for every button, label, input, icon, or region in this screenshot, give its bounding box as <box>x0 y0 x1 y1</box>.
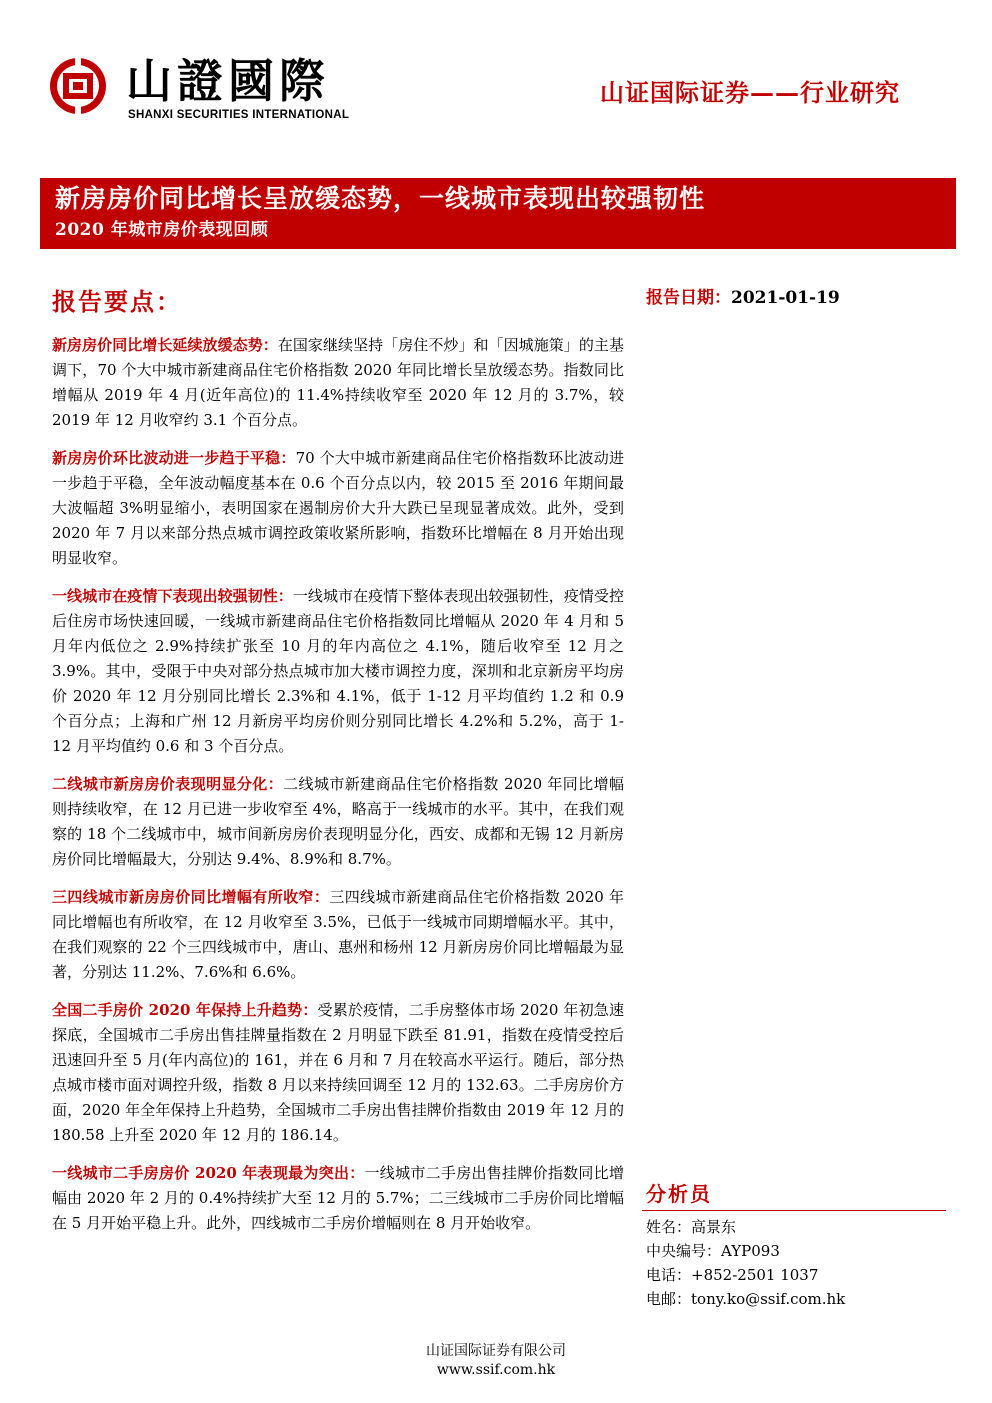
key-point-text: 三四线城市新建商品住宅价格指数 2020 年同比增幅也有所收窄，在 12 月收窄至 3.5%，已低于一线城市同期增幅水平。其中，在我们观察的 22 个三四线城市中，唐山、惠州和杨州 12 月新房房价同比增幅最为显著，分别达 11.2%、7.6%和 6.6%。 <box>52 888 624 981</box>
report-title: 新房房价同比增长呈放缓态势，一线城市表现出较强韧性 <box>55 184 706 213</box>
seal-logo-icon <box>48 56 108 116</box>
key-point-heading: 三四线城市新房房价同比增幅有所收窄： <box>52 888 330 906</box>
key-point-paragraph <box>52 584 624 759</box>
key-point-text: 70 个大中城市新建商品住宅价格指数环比波动进一步趋于平稳，全年波动幅度基本在 0.6 个百分点以内，较 2015 至 2016 年期间最大波幅超 3%明显缩小，表明国家在遏制房价大升大跌已呈现显著成效。此外，受到 2020 年 7 月以来部分热点城市调控政策收紧所影响，指数环比增幅在 8 月开始出现明显收窄。 <box>52 449 624 567</box>
section-title: 报告要点： <box>52 287 182 316</box>
analyst-name-row <box>646 1215 946 1239</box>
footer-company: 山证国际证券有限公司 <box>426 1343 566 1359</box>
key-point-paragraph <box>52 772 624 872</box>
key-point-paragraph <box>52 885 624 985</box>
analyst-email-row <box>646 1287 946 1311</box>
key-point-paragraph <box>52 333 624 433</box>
report-date-label: 报告日期： <box>646 288 731 308</box>
logo-english: SHANXI SECURITIES INTERNATIONAL <box>128 109 350 121</box>
analyst-info <box>646 1180 946 1311</box>
analyst-name-label: 姓名： <box>646 1218 692 1236</box>
key-point-heading: 新房房价环比波动进一步趋于平稳： <box>52 449 296 467</box>
key-point-paragraph <box>52 446 624 571</box>
key-point-paragraph <box>52 998 624 1148</box>
analyst-name-value: 高景东 <box>691 1218 737 1236</box>
header-report-type: 山证国际证券——行业研究 <box>600 78 900 107</box>
key-point-text: 一线城市二手房出售挂牌价指数同比增幅由 2020 年 2 月的 0.4%持续扩大至 12 月的 5.7%；二三线城市二手房价同比增幅在 5 月开始平稳上升。此外，四线城市二手房价增幅则在 8 月开始收窄。 <box>52 1164 624 1232</box>
analyst-id-value: AYP093 <box>721 1242 780 1260</box>
key-point-heading: 新房房价同比增长延续放缓态势： <box>52 336 278 354</box>
key-point-text: 在国家继续坚持「房住不炒」和「因城施策」的主基调下，70 个大中城市新建商品住宅价格指数 2020 年同比增长呈放缓态势。指数同比增幅从 2019 年 4 月(近年高位)的 11.4%持续收窄至 2020 年 12 月的 3.7%，较 2019 年 12 月收窄约 3.1 个百分点。 <box>52 336 624 429</box>
report-subtitle: 2020 年城市房价表现回顾 <box>55 220 269 240</box>
key-points <box>52 333 624 1249</box>
key-point-text: 二线城市新建商品住宅价格指数 2020 年同比增幅则持续收窄，在 12 月已进一步收窄至 4%，略高于一线城市的水平。其中，在我们观察的 18 个二线城市中，城市间新房房价表现明显分化，西安、成都和无锡 12 月新房房价同比增幅最大，分别达 9.4%、8.9%和 8.7%。 <box>52 775 624 868</box>
analyst-title: 分析员 <box>646 1182 712 1206</box>
analyst-phone-value: +852-2501 1037 <box>691 1266 819 1284</box>
key-point-text: 受累於疫情，二手房整体市场 2020 年初急速探底，全国城市二手房出售挂牌量指数在 2 月明显下跌至 81.91，指数在疫情受控后迅速回升至 5 月(年内高位)的 161，并在 6 月和 7 月在较高水平运行。随后，部分热点城市楼市面对调控升级，指数 8 月以来持续回调至 12 月的 132.63。二手房房价方面，2020 年全年保持上升趋势，全国城市二手房出售挂牌价指数由 2019 年 12 月的 180.58 上升至 2020 年 12 月的 186.14。 <box>52 1001 624 1144</box>
analyst-email-label: 电邮： <box>646 1290 692 1308</box>
analyst-id-label: 中央编号： <box>646 1242 722 1260</box>
key-point-heading: 二线城市新房房价表现明显分化： <box>52 775 284 793</box>
report-date-value: 2021-01-19 <box>731 288 840 308</box>
key-point-text: 一线城市在疫情下整体表现出较强韧性，疫情受控后住房市场快速回暖，一线城市新建商品住宅价格指数同比增幅从 2020 年 4 月和 5 月年内低位之 2.9%持续扩张至 10 月的年内高位之 4.1%，随后收窄至 12 月之 3.9%。其中，受限于中央对部分热点城市加大楼市调控力度，深圳和北京新房平均房价 2020 年 12 月分别同比增长 2.3%和 4.1%，低于 1-12 月平均值约 1.2 和 0.9 个百分点；上海和广州 12 月新房平均房价则分别同比增长 4.2%和 5.2%，高于 1-12 月平均值约 0.6 和 3 个百分点。 <box>52 587 624 755</box>
analyst-id-row <box>646 1239 946 1263</box>
key-point-paragraph <box>52 1161 624 1236</box>
key-point-heading: 一线城市二手房房价 2020 年表现最为突出： <box>52 1164 365 1182</box>
analyst-divider <box>642 1210 946 1211</box>
analyst-phone-label: 电话： <box>646 1266 692 1284</box>
report-date <box>646 283 840 308</box>
logo-chinese: 山證國際 <box>126 54 330 108</box>
key-point-heading: 一线城市在疫情下表现出较强韧性： <box>52 587 293 605</box>
analyst-email-value[interactable]: tony.ko@ssif.com.hk <box>691 1290 846 1308</box>
analyst-phone-row <box>646 1263 946 1287</box>
footer-website[interactable]: www.ssif.com.hk <box>436 1362 556 1378</box>
key-point-heading: 全国二手房价 2020 年保持上升趋势： <box>52 1001 318 1019</box>
